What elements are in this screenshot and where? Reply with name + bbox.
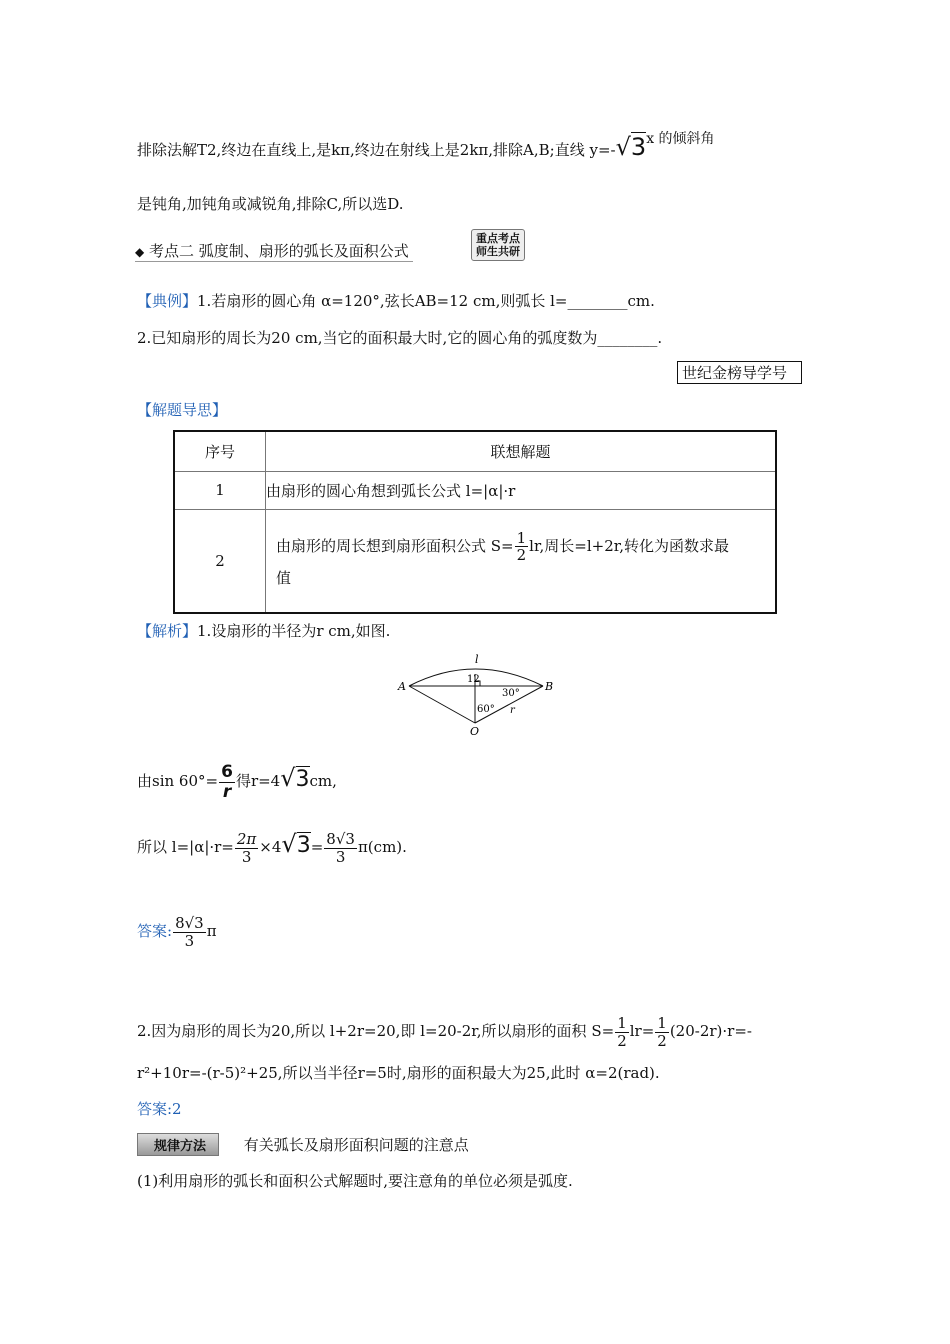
badge-line-2: 师生共研 xyxy=(476,245,520,258)
eq1-mid: 得r=4 xyxy=(235,772,281,791)
row2-text xyxy=(266,509,777,613)
equation-2 xyxy=(137,830,407,865)
row1-number: 1 xyxy=(174,471,266,509)
s2-fraction-2: $\frac{1}{2}$ xyxy=(657,1014,667,1050)
example-q1-text: 1.若扇形的圆心角 α=120°,弦长AB=12 cm,则弧长 l=________cm. xyxy=(197,292,655,310)
section-heading xyxy=(135,240,413,262)
solution-s1-text: 1.设扇形的半径为r cm,如图. xyxy=(197,622,391,640)
angle-30-label: 30° xyxy=(502,688,520,699)
eq1-fraction: $\frac{6}{r}$ xyxy=(221,762,233,802)
eq2-fraction-1: $\frac{2\pi}{3}$ xyxy=(236,830,257,866)
intro-line-1-suffix: x 的倾斜角 xyxy=(646,131,715,147)
header-number: 序号 xyxy=(174,431,266,471)
intro-line-2: 是钝角,加钝角或减锐角,排除C,所以选D. xyxy=(137,195,404,213)
equation-1 xyxy=(137,763,337,801)
bullet-icon: ◆ xyxy=(135,245,145,259)
method-tag: 规律方法 xyxy=(137,1133,219,1156)
table-header-row xyxy=(174,431,776,471)
intro-line-1 xyxy=(137,128,715,161)
row2-number: 2 xyxy=(174,509,266,613)
solution-tag: 【解析】 xyxy=(137,622,198,640)
eq2-prefix: 所以 l=|α|·r= xyxy=(137,838,234,856)
radius-left xyxy=(409,686,475,723)
section-title: 考点二 弧度制、扇形的弧长及面积公式 xyxy=(149,242,409,260)
solution-2-line-2: r²+10r=-(r-5)²+25,所以当半径r=5时,扇形的面积最大为25,此时 α=2(rad). xyxy=(137,1064,660,1082)
s2-fraction-1: $\frac{1}{2}$ xyxy=(617,1014,627,1050)
example-tag: 【典例】 xyxy=(137,292,198,310)
arc-label: l xyxy=(475,653,479,666)
eq1-prefix: 由sin 60°= xyxy=(137,772,219,791)
eq1-suffix: cm, xyxy=(309,772,337,791)
example-q2: 2.已知扇形的周长为20 cm,当它的面积最大时,它的圆心角的弧度数为________. xyxy=(137,329,663,347)
answer-2: 答案:2 xyxy=(137,1100,182,1118)
section-badge xyxy=(471,229,525,261)
sector-diagram xyxy=(395,650,560,740)
eq2-sqrt: 3 xyxy=(296,833,311,858)
point-b-label: B xyxy=(545,680,554,693)
radius-label: r xyxy=(510,705,515,716)
guide-tag: 【解题导思】 xyxy=(137,401,228,419)
answer-1-suffix: π xyxy=(206,922,217,940)
solution-2-line-1 xyxy=(137,1015,752,1049)
sqrt-symbol: √ xyxy=(281,830,297,858)
chord-label: 12 xyxy=(467,674,480,685)
angle-60-label: 60° xyxy=(477,704,495,715)
solution-intro xyxy=(137,620,390,641)
eq2-suffix: π(cm). xyxy=(357,838,407,856)
sqrt-symbol: √ xyxy=(280,764,296,793)
guide-table xyxy=(173,430,777,614)
example-q1 xyxy=(137,290,655,311)
point-a-label: A xyxy=(398,680,406,693)
eq2-equals: = xyxy=(310,838,324,856)
intro-sqrt-value: 3 xyxy=(630,133,647,161)
answer-1-fraction: $\frac{8√3}{3}$ xyxy=(175,914,204,950)
row2-fraction: $\frac{1}{2}$ xyxy=(516,528,527,565)
method-title: 有关弧长及扇形面积问题的注意点 xyxy=(243,1136,469,1154)
s2-prefix: 2.因为扇形的周长为20,所以 l+2r=20,即 l=20-2r,所以扇形的面积 S= xyxy=(137,1022,615,1040)
row2-text-suffix: lr,周长=l+2r,转化为函数求最 xyxy=(529,536,730,555)
point-o-label: O xyxy=(470,725,480,738)
eq2-times: ×4 xyxy=(259,838,282,856)
answer-1-label: 答案: xyxy=(137,922,173,940)
table-row xyxy=(174,471,776,509)
row2-text-prefix: 由扇形的周长想到扇形面积公式 S= xyxy=(276,536,514,555)
answer-1 xyxy=(137,915,217,949)
header-content: 联想解题 xyxy=(266,431,777,471)
table-row xyxy=(174,509,776,613)
eq1-sqrt: 3 xyxy=(295,767,310,793)
method-point-1: (1)利用扇形的弧长和面积公式解题时,要注意角的单位必须是弧度. xyxy=(137,1172,573,1190)
sqrt-symbol: √ xyxy=(615,133,631,161)
intro-line-1-text: 排除法解T2,终边在直线上,是kπ,终边在射线上是2kπ,排除A,B;直线 y=- xyxy=(137,141,616,159)
badge-line-1: 重点考点 xyxy=(476,232,520,245)
guide-number-box: 世纪金榜导学号 xyxy=(677,361,802,384)
row1-text: 由扇形的圆心角想到弧长公式 l=|α|·r xyxy=(266,471,777,509)
eq2-fraction-2: $\frac{8√3}{3}$ xyxy=(326,830,355,866)
method-heading xyxy=(137,1133,469,1156)
s2-suffix: (20-2r)·r=- xyxy=(669,1022,752,1040)
s2-mid: lr= xyxy=(629,1022,655,1040)
row2-text-line2: 值 xyxy=(276,568,292,587)
